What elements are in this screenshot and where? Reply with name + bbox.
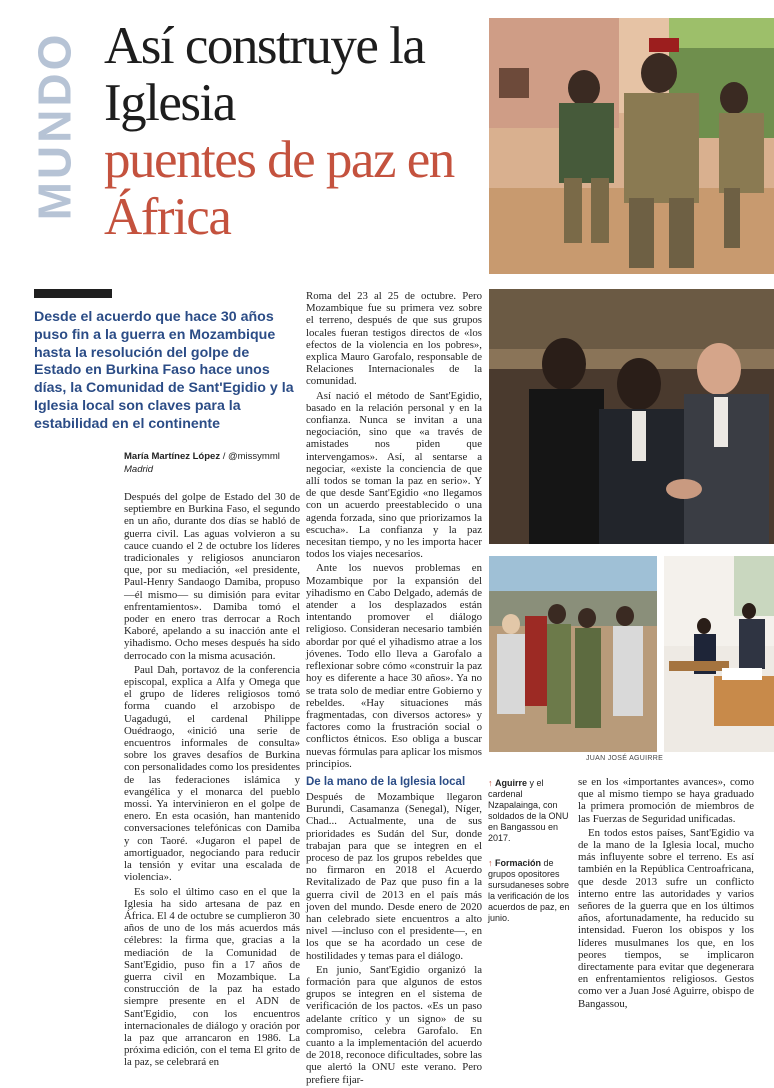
byline [124,450,300,476]
body-paragraph: En todos estos países, Sant'Egidio va de la mano de la Iglesia local, mucho más influyente sobre el terreno. Es así también en la República Centroafricana, que desde 2013 sufre un conflicto interno entre las autoridades y varios señores de la guerra que en los últimos años, afortunadamente, ha reducido su intensidad. Fueron los obispos y los líderes musulmanes los que, en los peores tiempos, se implicaron directamente para evitar que degenerara en enfrentamientos religiosos. Gestos como ver a Juan José Aguirre, obispo de Bangassou, [578,826,754,1010]
caption-2-text: de grupos opositores sursudaneses sobre la verificación de los acuerdos de paz, en junio. [488,858,570,923]
soldiers-photo [489,18,774,274]
arrow-up-icon: ↑ [488,778,493,788]
lead-paragraph: Desde el acuerdo que hace 30 años puso fin a la guerra en Mozambique hasta la resolución del golpe de Estado en Burkina Faso hace unos días, la Comunidad de Sant'Egidio y la Iglesia local son claves para la estabilidad en el continente [34,309,294,432]
body-paragraph: Después de Mozambique llegaron Burundi, Casamanza (Senegal), Níger, Chad... Actualmente, una de sus prioridades es Sudán del Sur, donde trabajan para que se integren en el proceso de paz los grupos rebeldes que no firmaron en 2018 el Acuerdo Revitalizado de Paz que puso fin a la guerra civil de 2013 en el país más joven del mundo. Desde enero de 2020 han celebrado siete encuentros a alto nivel —incluso con el presidente—, en los que se ha acordado un cese de hostilidades y temas para el diálogo. [306,790,482,962]
byline-place: Madrid [124,464,154,475]
article-title [104,18,480,246]
body-paragraph: Así nació el método de Sant'Egidio, basado en la relación personal y en la confianza. Nunca se invitan a una negociación, sino que «a través de amistades nos piden que intervengamos». Así, al sentarse a negociar, «existe la conciencia de que allí todos se toman la paz en serio». Y de que desde Sant'Egidio «no llegamos con un acuerdo preestablecido o una agenda forzada, sino que priorizamos la escucha». La confianza y la paz necesitan tiempo, y no les importa hacer todos los viajes necesarios. [306,389,482,561]
body-column-1 [124,491,300,1071]
photo-credit: JUAN JOSÉ AGUIRRE [586,755,664,762]
section-label: MUNDO [28,31,81,221]
body-column-4 [578,776,754,1012]
author-name: María Martínez López [124,451,221,462]
arrow-up-icon: ↑ [488,858,493,868]
caption-1-bold: Aguirre [495,778,528,788]
body-paragraph: Paul Dah, portavoz de la conferencia episcopal, explica a Alfa y Omega que el grupo de líderes religiosos tomó forma cuando el arzobispo de Uagadugú, el cardenal Philippe Ouédraogo, «inició una serie de encuentros informales de consulta» sobre los graves desafíos de Burkina con personalidades como los presidentes de las federaciones islámica y evangélica y el monarca del pueblo mossi. Ya intervinieron en el golpe de enero. En esta ocasión, han mantenido conversaciones telefónicas con Damiba y con Taoré. «Jugaron el papel de amortiguador, negociando para reducir la tensión y evitar una escalada de violencia». [124,663,300,884]
training-photo [664,556,774,752]
body-paragraph: se en los «importantes avances», como que al mismo tiempo se haya graduado la primera promoción de miembros de las Fuerzas de Seguridad unificadas. [578,776,754,825]
caption-2-bold: Formación [495,858,542,868]
author-handle: / @missymml [222,451,280,462]
handshake-photo [489,289,774,544]
title-dark: Así construye la Iglesia [104,17,425,132]
body-paragraph: Ante los nuevos problemas en Mozambique por la expansión del yihadismo en Cabo Delgado, además de atender a los desplazados están intentando promover el diálogo religioso. Consideran necesario también abordar por qué el yihadismo atrae a los jóvenes. Todo ello lleva a Garofalo a reflexionar sobre cómo «construir la paz hoy es diferente a hace 30 años». Ya no se trata solo de mediar entre Gobierno y rebeldes. «Hay situaciones más fragmentadas, con diversos actores» y factores como la frustración social o conflictos étnicos. Eso obliga a buscar nuevas fórmulas para aplicar los mismos principios. [306,562,483,770]
caption-1 [488,778,570,844]
body-paragraph: Es solo el último caso en el que la Iglesia ha sido artesana de paz en África. El 4 de octubre se cumplieron 30 años de uno de los más acuerdos más célebres: la firma que, gracias a la mediación de la Comunidad de Sant'Egidio, puso fin a 17 años de guerra civil en Mozambique. La construcción de la paz ha estado siempre presente en el ADN de Sant'Egidio, con los encuentros internacionales de diálogo y oración por la paz que arrancaron en 1986. La próxima edición, con el tema El grito de la paz, se celebrará en [124,885,300,1069]
body-paragraph: Después del golpe de Estado del 30 de septiembre en Burkina Faso, el segundo en un año, durante dos días se habló de guerra civil. Las aguas volvieron a su cauce cuando el 2 de octubre los líderes tradicionales y religiosos anunciaron que, por su mediación, «el presidente, Paul-Henry Sandaogo Damiba, propuso —él mismo— su dimisión para evitar enfrentamientos». Damiba tomó el poder en enero tras derrocar a Roch Kaboré, apelando a su inacción ante el yihadismo. Ocho meses después ha sido derrocado con la misma acusación. [124,491,300,662]
un-soldiers-photo [489,556,657,752]
body-column-2 [306,290,482,1088]
lead-bar [34,289,112,298]
body-paragraph: Roma del 23 al 25 de octubre. Pero Mozambique fue su primera vez sobre el terreno, después de que sus grupos locales fueran testigos directos de «los efectos de la violencia en los pobres», explica Mauro Garofalo, responsable de Relaciones Internacionales de la comunidad. [306,290,482,388]
body-paragraph: En junio, Sant'Egidio organizó la formación para que algunos de estos grupos se integren en el sistema de verificación de los pactos. «Es un paso adelante crítico y un signo» de su compromiso, celebra Garofalo. En cuanto a la implementación del acuerdo de 2018, reconoce dificultades, sobre las que alertó la ONU este verano. Pero prefiere fijar- [306,963,482,1086]
subheading: De la mano de la Iglesia local [306,775,466,788]
caption-2 [488,858,570,924]
title-red: puentes de paz en África [104,131,454,246]
caption-1-text: y el cardenal Nzapalainga, con soldados de la ONU en Bangassou en 2017. [488,778,569,843]
